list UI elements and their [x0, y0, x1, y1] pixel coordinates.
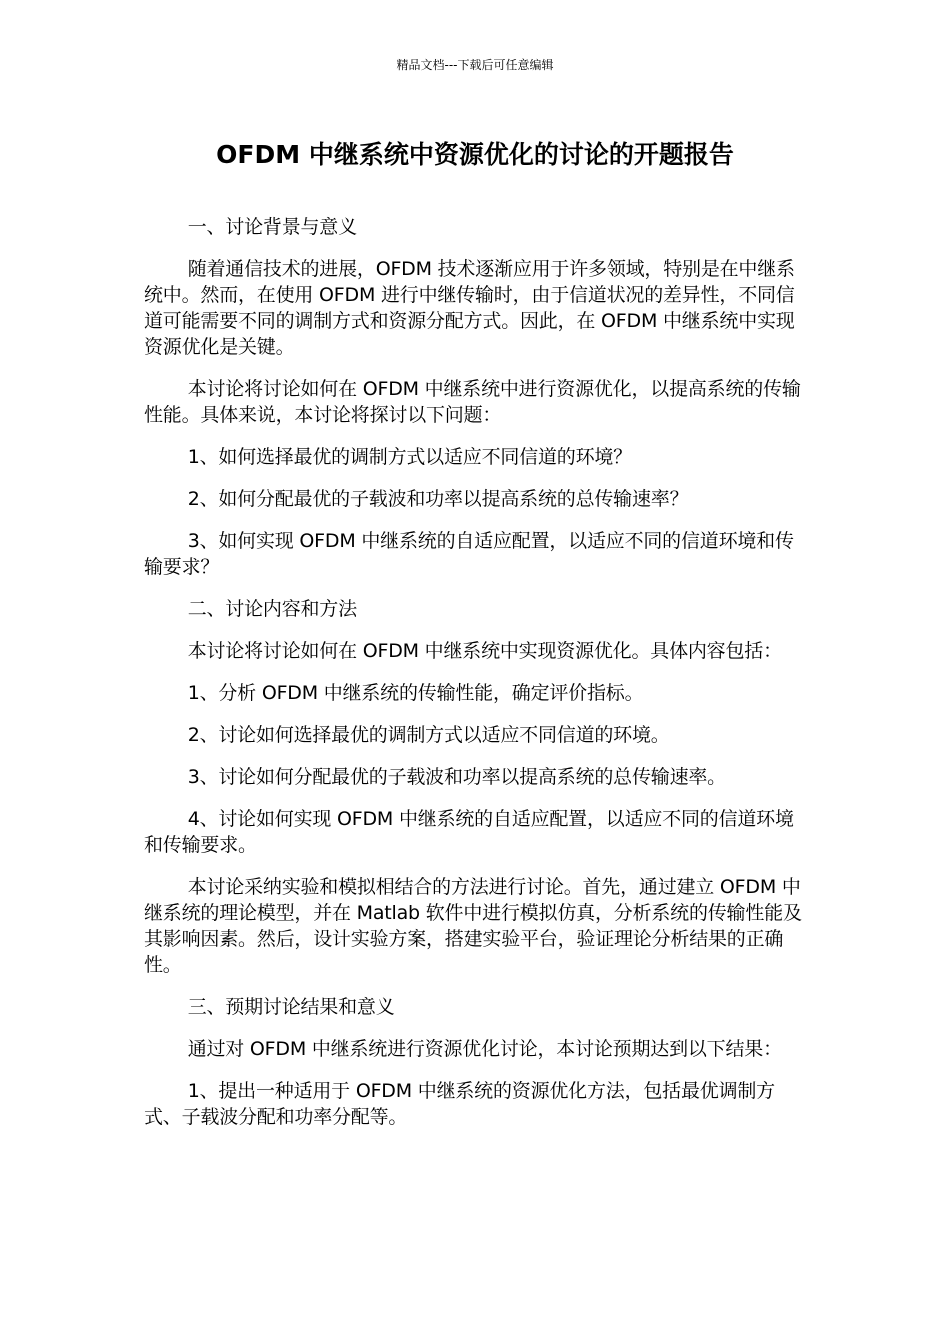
document-body — [144, 214, 806, 1146]
list-item-content-4: 4、讨论如何实现 OFDM 中继系统的自适应配置，以适应不同的信道环境和传输要求。 — [144, 808, 794, 856]
list-item-question-3: 3、如何实现 OFDM 中继系统的自适应配置，以适应不同的信道环境和传输要求？ — [144, 530, 794, 578]
page-header: 精品文档---下载后可任意编辑 — [396, 58, 554, 72]
paragraph-method: 本讨论采纳实验和模拟相结合的方法进行讨论。首先，通过建立 OFDM 中继系统的理论模型，并在 Matlab 软件中进行模拟仿真，分析系统的传输性能及其影响因素。然后，设计实验方案，搭建实验平台，验证理论分析结果的正确性。 — [144, 876, 802, 976]
list-item-result-1: 1、提出一种适用于 OFDM 中继系统的资源优化方法，包括最优调制方式、子载波分配和功率分配等。 — [144, 1080, 775, 1128]
paragraph-content-intro: 本讨论将讨论如何在 OFDM 中继系统中实现资源优化。具体内容包括： — [187, 640, 782, 662]
list-item-content-2: 2、讨论如何选择最优的调制方式以适应不同信道的环境。 — [187, 724, 670, 746]
list-item-question-1: 1、如何选择最优的调制方式以适应不同信道的环境？ — [187, 446, 632, 468]
paragraph-intro-questions: 本讨论将讨论如何在 OFDM 中继系统中进行资源优化，以提高系统的传输性能。具体来说，本讨论将探讨以下问题： — [144, 378, 801, 426]
list-item-content-1: 1、分析 OFDM 中继系统的传输性能，确定评价指标。 — [187, 682, 644, 704]
list-item-question-2: 2、如何分配最优的子载波和功率以提高系统的总传输速率？ — [187, 488, 689, 510]
section-heading-1: 一、讨论背景与意义 — [187, 216, 357, 238]
list-item-content-3: 3、讨论如何分配最优的子载波和功率以提高系统的总传输速率。 — [187, 766, 726, 788]
section-heading-2: 二、讨论内容和方法 — [187, 598, 357, 620]
paragraph-background: 随着通信技术的进展，OFDM 技术逐渐应用于许多领域，特别是在中继系统中。然而，在使用 OFDM 进行中继传输时，由于信道状况的差异性，不同信道可能需要不同的调制方式和资源分配方式。因此，在 OFDM 中继系统中实现资源优化是关键。 — [144, 258, 795, 358]
section-heading-3: 三、预期讨论结果和意义 — [187, 996, 395, 1018]
document-title: OFDM 中继系统中资源优化的讨论的开题报告 — [216, 140, 734, 169]
paragraph-expected-intro: 通过对 OFDM 中继系统进行资源优化讨论，本讨论预期达到以下结果： — [187, 1038, 782, 1060]
